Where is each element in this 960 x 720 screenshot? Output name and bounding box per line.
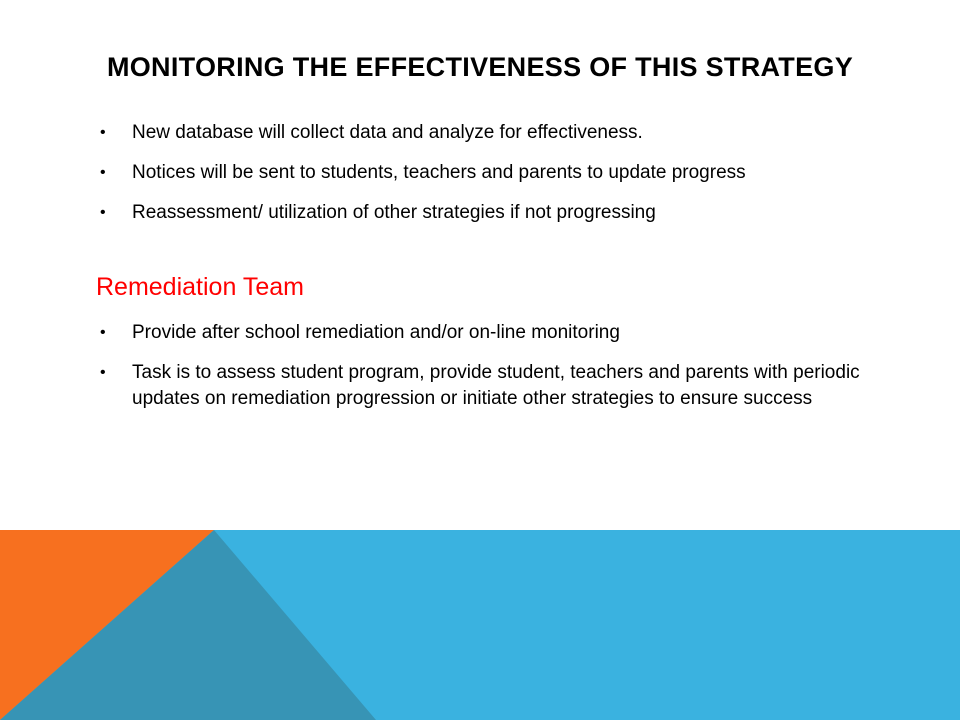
bullet-item (96, 200, 876, 226)
bullet-item (96, 320, 876, 346)
bullet-glyph: • (100, 204, 106, 221)
bullet-item (96, 160, 876, 186)
main-bullet-list (96, 120, 876, 226)
section-heading: Remediation Team (96, 273, 304, 301)
bullet-item (96, 120, 876, 146)
bullet-text: Reassessment/ utilization of other strategies if not progressing (132, 202, 656, 223)
bullet-glyph: • (100, 324, 106, 341)
section-bullet-list (96, 320, 876, 412)
bullet-text: Notices will be sent to students, teachers and parents to update progress (132, 162, 746, 183)
bullet-text: New database will collect data and analyze for effectiveness. (132, 122, 643, 143)
bullet-glyph: • (100, 364, 106, 381)
bullet-text: Task is to assess student program, provide student, teachers and parents with periodic updates on remediation progression or initiate other strategies to ensure success (132, 362, 860, 409)
slide-title: MONITORING THE EFFECTIVENESS OF THIS STRATEGY (106, 52, 854, 82)
bullet-text: Provide after school remediation and/or on-line monitoring (132, 322, 620, 343)
bullet-item (96, 360, 876, 412)
slide-content (96, 120, 876, 426)
decorative-footer-shapes (0, 530, 960, 720)
bullet-glyph: • (100, 164, 106, 181)
bullet-glyph: • (100, 124, 106, 141)
